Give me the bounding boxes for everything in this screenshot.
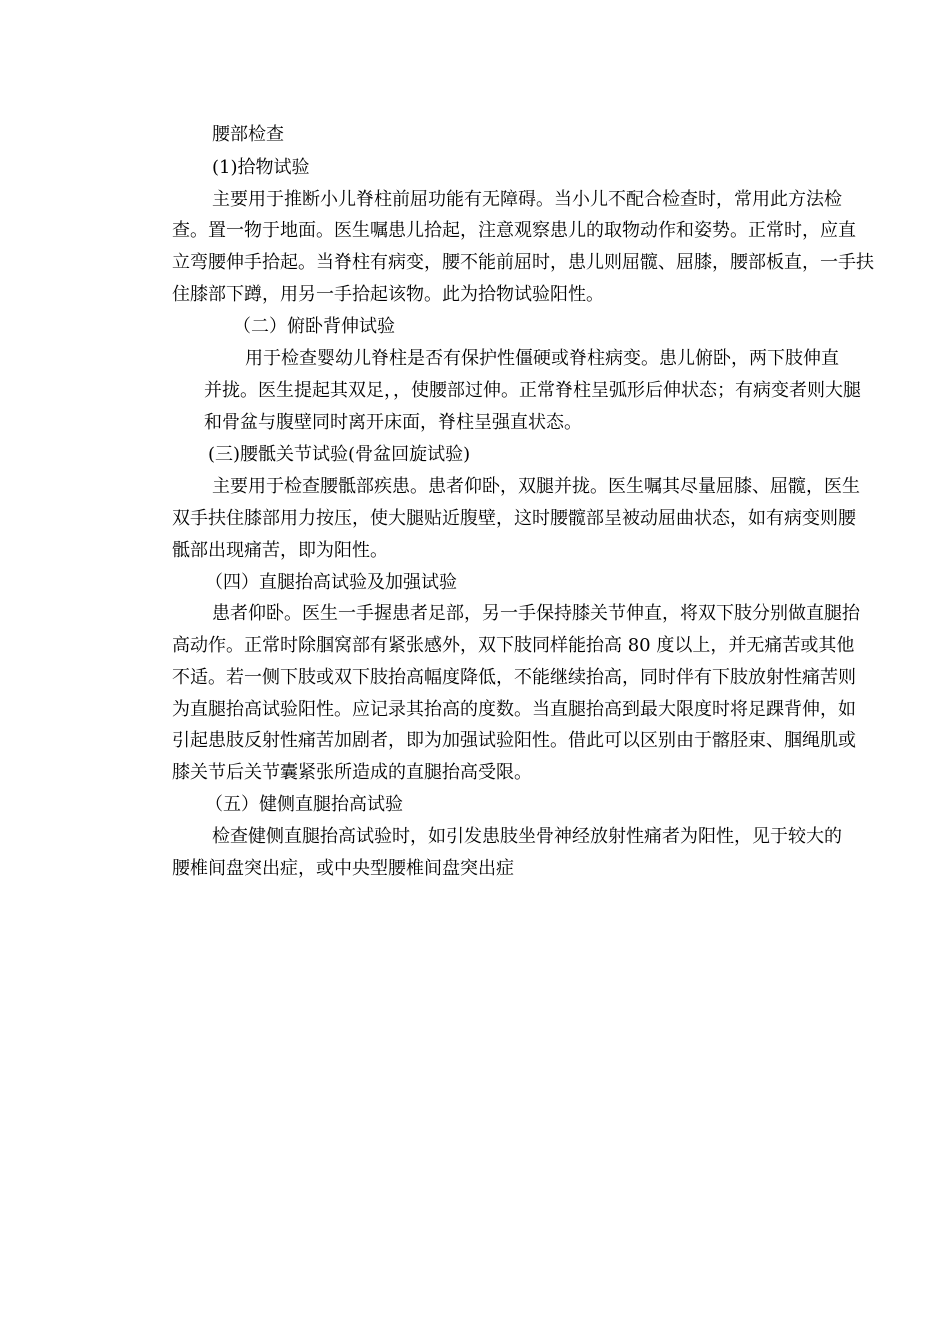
section-heading-2: （二）俯卧背伸试验 <box>233 316 395 337</box>
paragraph-line: 腰椎间盘突出症，或中央型腰椎间盘突出症 <box>172 858 514 879</box>
paragraph-line: 膝关节后关节囊紧张所造成的直腿抬高受限。 <box>172 762 532 783</box>
paragraph-line: 用于检查婴幼儿脊柱是否有保护性僵硬或脊柱病变。患儿俯卧，两下肢伸直 <box>245 348 839 369</box>
paragraph-line: 立弯腰伸手拾起。当脊柱有病变，腰不能前屈时，患儿则屈髋、屈膝，腰部板直，一手扶 <box>172 252 874 273</box>
paragraph-line: 住膝部下蹲，用另一手拾起该物。此为拾物试验阳性。 <box>172 284 604 305</box>
section-heading-5: （五）健侧直腿抬高试验 <box>205 794 403 815</box>
paragraph-line: 患者仰卧。医生一手握患者足部，另一手保持膝关节伸直，将双下肢分别做直腿抬 <box>212 603 860 624</box>
section-heading-1: (1)拾物试验 <box>212 157 310 178</box>
section-heading-3: (三)腰骶关节试验(骨盆回旋试验) <box>208 444 471 465</box>
paragraph-line: 骶部出现痛苦，即为阳性。 <box>172 540 388 561</box>
paragraph-line: 检查健侧直腿抬高试验时，如引发患肢坐骨神经放射性痛者为阳性，见于较大的 <box>212 826 842 847</box>
page-title: 腰部检查 <box>212 124 284 145</box>
paragraph-line: 双手扶住膝部用力按压，使大腿贴近腹壁，这时腰髋部呈被动屈曲状态，如有病变则腰 <box>172 508 856 529</box>
paragraph-line: 不适。若一侧下肢或双下肢抬高幅度降低，不能继续抬高，同时伴有下肢放射性痛苦则 <box>172 667 856 688</box>
paragraph-line: 并拢。医生提起其双足，，使腰部过伸。正常脊柱呈弧形后伸状态；有病变者则大腿 <box>204 380 861 401</box>
paragraph-line: 主要用于检查腰骶部疾患。患者仰卧，双腿并拢。医生嘱其尽量屈膝、屈髋，医生 <box>212 476 860 497</box>
section-heading-4: （四）直腿抬高试验及加强试验 <box>205 572 457 593</box>
paragraph-line: 主要用于推断小儿脊柱前屈功能有无障碍。当小儿不配合检查时，常用此方法检 <box>212 189 842 210</box>
paragraph-line: 查。置一物于地面。医生嘱患儿拾起，注意观察患儿的取物动作和姿势。正常时，应直 <box>172 220 856 241</box>
paragraph-line: 引起患肢反射性痛苦加剧者，即为加强试验阳性。借此可以区别由于髂胫束、腘绳肌或 <box>172 730 856 751</box>
paragraph-line: 和骨盆与腹壁同时离开床面，脊柱呈强直状态。 <box>204 412 582 433</box>
paragraph-line: 高动作。正常时除腘窝部有紧张感外，双下肢同样能抬高 80 度以上，并无痛苦或其他 <box>172 635 855 656</box>
paragraph-line: 为直腿抬高试验阳性。应记录其抬高的度数。当直腿抬高到最大限度时将足踝背伸，如 <box>172 699 856 720</box>
